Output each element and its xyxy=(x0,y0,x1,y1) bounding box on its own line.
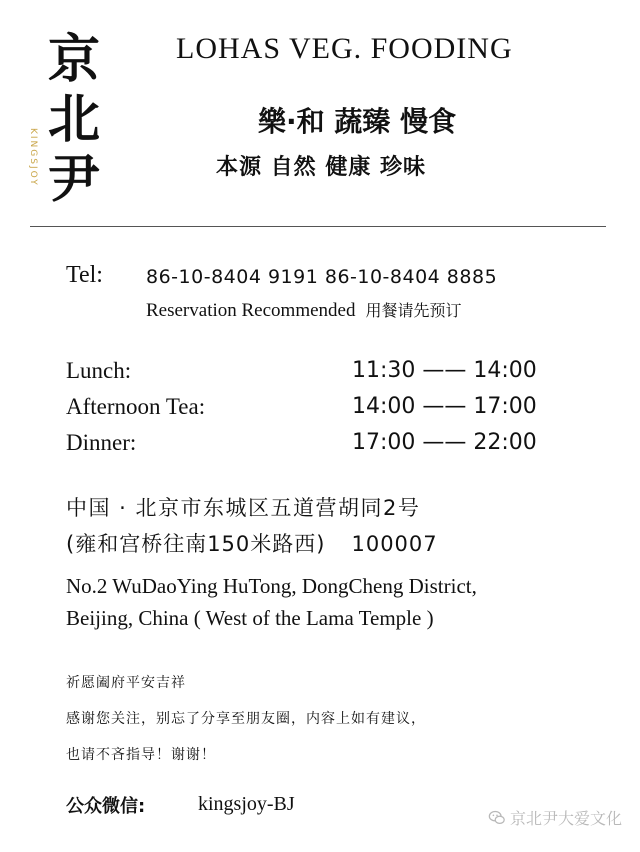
logo-char-1: 京 xyxy=(47,29,100,90)
reservation-chinese: 用餐请先预订 xyxy=(365,301,462,320)
hours-label: Dinner: xyxy=(66,430,137,455)
wechat-label: 公众微信: xyxy=(66,796,146,817)
brand-slogan: 本源 自然 健康 珍味 xyxy=(216,155,426,180)
message-line2: 感谢您关注，别忘了分享至朋友圈，内容上如有建议， xyxy=(66,711,426,727)
address-chinese-line2 xyxy=(66,528,438,558)
message-line3: 也请不吝指导！谢谢！ xyxy=(66,747,216,763)
hours-label: Afternoon Tea: xyxy=(66,394,206,419)
watermark-text: 京北尹大爱文化 xyxy=(509,809,622,828)
reservation-english: Reservation Recommended xyxy=(146,300,356,321)
hours-row-afternoon-tea xyxy=(66,394,566,430)
hours-label: Lunch: xyxy=(66,358,132,383)
logo-subtitle: KINGSJOY xyxy=(28,128,38,187)
divider xyxy=(30,226,606,227)
logo xyxy=(44,30,104,210)
wechat-icon xyxy=(488,809,506,827)
message-line1: 祈愿阖府平安吉祥 xyxy=(66,675,186,691)
address-english-line2: Beijing, China ( West of the Lama Temple ) xyxy=(66,606,434,630)
brand-english-title: LOHAS VEG. FOODING xyxy=(176,32,513,65)
hours-time: 17:00 —— 22:00 xyxy=(352,430,537,455)
hours-row-dinner xyxy=(66,430,566,466)
opening-hours xyxy=(66,358,566,466)
address-english-line1: No.2 WuDaoYing HuTong, DongCheng District, xyxy=(66,574,477,598)
address-chinese-line1: 中国 · 北京市东城区五道营胡同2号 xyxy=(66,496,421,520)
logo-char-2: 北 xyxy=(47,89,100,150)
watermark xyxy=(488,806,622,829)
hours-time: 14:00 —— 17:00 xyxy=(352,394,537,419)
address-directions: (雍和宫桥往南150米路西) xyxy=(66,532,326,556)
tel-label: Tel: xyxy=(66,262,103,288)
hours-time: 11:30 —— 14:00 xyxy=(352,358,537,383)
brand-chinese-title: 樂·和 蔬臻 慢食 xyxy=(258,105,457,138)
tel-numbers: 86-10-8404 9191 86-10-8404 8885 xyxy=(146,266,498,288)
reservation-note xyxy=(146,298,461,322)
logo-char-3: 尹 xyxy=(47,149,100,210)
hours-row-lunch xyxy=(66,358,566,394)
postal-code: 100007 xyxy=(351,532,438,556)
wechat-id: kingsjoy-BJ xyxy=(198,793,295,815)
